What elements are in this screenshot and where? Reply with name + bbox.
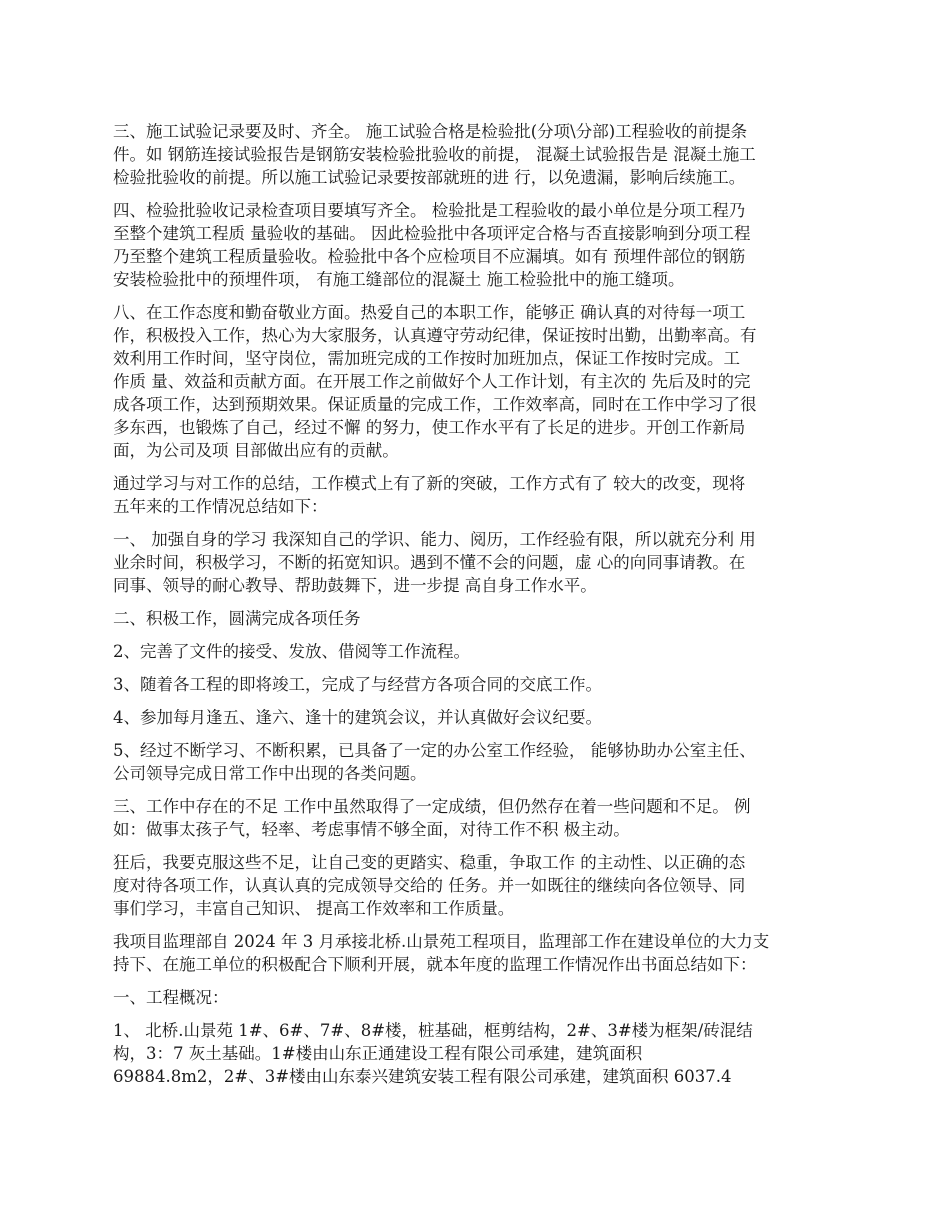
heading-active-work: 二、积极工作，圆满完成各项任务 (113, 609, 361, 628)
heading-project-overview: 一、工程概况： (113, 988, 229, 1007)
paragraph-inspection-lot: 四、检验批验收记录检查项目要填写齐全。 检验批是工程验收的最小单位是分项工程乃 至整个建筑工程质 量验收的基础。 因此检验批中各项评定合格与否直接影响到分项工程 乃至整个建筑工程质量验收。检验批中各个应检项目不应漏填。如有 预埋件部位的钢筋 安装检验批中的预埋件项， 有施工缝部位的混凝土 施工检验批中的施工缝项。 (113, 201, 751, 289)
paragraph-improvement: 狂后，我要克服这些不足，让自己变的更踏实、稳重，争取工作 的主动性、以正确的态 度对待各项工作，认真认真的完成领导交给的 任务。并一如既往的继续向各位领导、同 事们学习，丰富自己知识、 提高工作效率和工作质量。 (113, 853, 746, 918)
paragraph-work-attitude: 八、在工作态度和勤奋敬业方面。热爱自己的本职工作，能够正 确认真的对待每一项工 作，积极投入工作，热心为大家服务，认真遵守劳动纪律，保证按时出勤，出勤率高。有 效利用工作时间，坚守岗位，需加班完成的工作按时加班加点，保证工作按时完成。工 作质 量、效益和贡献方面。在开展工作之前做好个人工作计划，有主次的 先后及时的完 成各项工作，达到预期效果。保证质量的完成工作，工作效率高，同时在工作中学习了很 多东西，也锻炼了自己，经过不懈 的努力，使工作水平有了长足的进步。开创工作新局 面，为公司及项 目部做出应有的贡献。 (113, 303, 757, 460)
paragraph-project-details: 1、 北桥.山景苑 1#、6#、7#、8#楼，桩基础，框剪结构，2#、3#楼为框架/砖混结 构，3：7 灰土基础。1#楼由山东正通建设工程有限公司承建，建筑面积 69884.8m2，2#、3#楼由山东泰兴建筑安装工程有限公司承建，建筑面积 6037.4 (113, 1021, 753, 1086)
paragraph-shortcomings: 三、工作中存在的不足 工作中虽然取得了一定成绩，但仍然存在着一些问题和不足。 例 如：做事太孩子气，轻率、考虑事情不够全面，对待工作不积 极主动。 (113, 797, 751, 839)
list-item-2: 2、完善了文件的接受、发放、借阅等工作流程。 (113, 642, 470, 661)
paragraph-summary-intro: 通过学习与对工作的总结，工作模式上有了新的突破，工作方式有了 较大的改变，现将 五年来的工作情况总结如下： (113, 474, 746, 516)
list-item-3: 3、随着各工程的即将竣工，完成了与经营方各项合同的交底工作。 (113, 675, 602, 694)
document-body (113, 120, 841, 1098)
paragraph-supervision-intro: 我项目监理部自 2024 年 3 月承接北桥.山景苑工程项目，监理部工作在建设单位的大力支 持下、在施工单位的积极配合下顺利开展，就本年度的监理工作情况作出书面总结如下： (113, 932, 770, 974)
paragraph-self-study: 一、 加强自身的学习 我深知自己的学识、能力、阅历，工作经验有限，所以就充分利 用 业余时间，积极学习，不断的拓宽知识。遇到不懂不会的问题，虚 心的向同事请教。在 同事、领导的耐心教导、帮助鼓舞下，进一步提 高自身工作水平。 (113, 530, 756, 595)
list-item-4: 4、参加每月逢五、逢六、逢十的建筑会议，并认真做好会议纪要。 (113, 708, 602, 727)
paragraph-test-records: 三、施工试验记录要及时、齐全。 施工试验合格是检验批(分项\分部)工程验收的前提条 件。如 钢筋连接试验报告是钢筋安装检验批验收的前提， 混凝土试验报告是 混凝土施工 检验批验收的前提。所以施工试验记录要按部就班的进 行，以免遗漏，影响后续施工。 (113, 122, 756, 187)
list-item-5: 5、经过不断学习、不断积累，已具备了一定的办公室工作经验， 能够协助办公室主任、 公司领导完成日常工作中出现的各类问题。 (113, 741, 756, 783)
